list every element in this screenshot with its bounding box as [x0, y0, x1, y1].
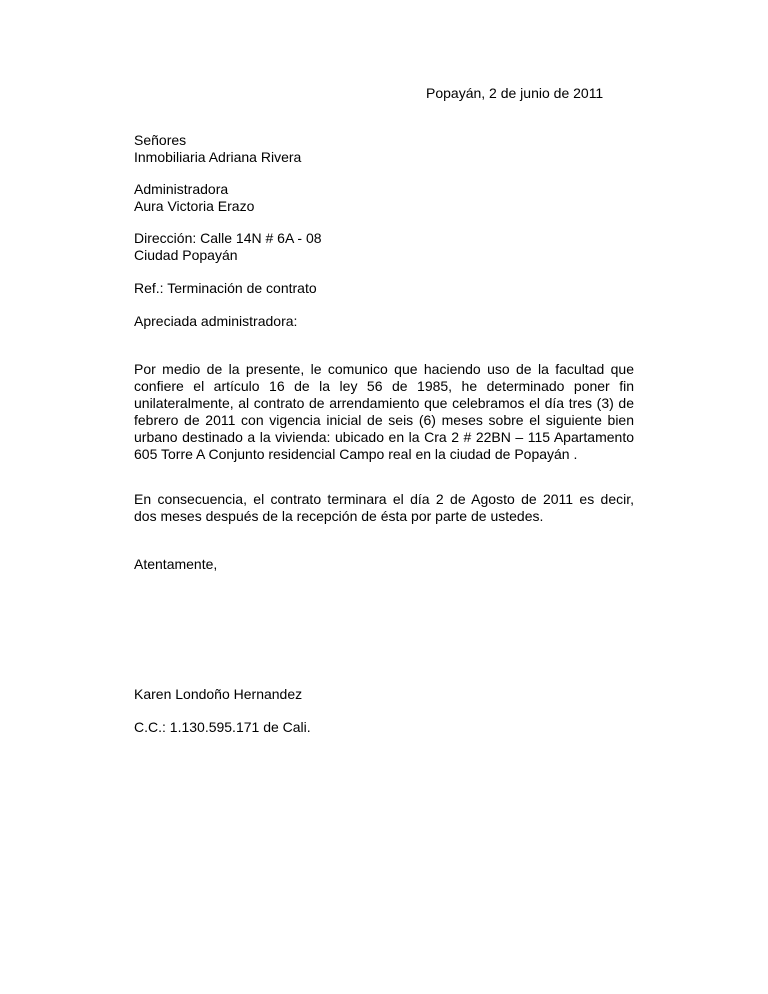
signer-name: Karen Londoño Hernandez — [134, 686, 303, 702]
recipient-line-2: Inmobiliaria Adriana Rivera — [134, 149, 302, 165]
paragraph-1-line: febrero de 2011 con vigencia inicial de seis (6) meses sobre el siguiente bien — [134, 412, 634, 428]
salutation-line: Apreciada administradora: — [134, 313, 298, 329]
administrator-name: Aura Victoria Erazo — [134, 198, 255, 214]
administrator-block — [134, 181, 254, 215]
address-block — [134, 230, 322, 264]
paragraph-2-line: dos meses después de la recepción de ésta por parte de ustedes. — [134, 508, 544, 524]
paragraph-1-line: confiere el artículo 16 de la ley 56 de 1985, he determinado poner fin — [134, 378, 634, 394]
reference-line: Ref.: Terminación de contrato — [134, 280, 317, 296]
paragraph-1-line: urbano destinado a la vivienda: ubicado en la Cra 2 # 22BN – 115 Apartamento — [134, 429, 634, 445]
paragraph-2-line: En consecuencia, el contrato terminara el día 2 de Agosto de 2011 es decir, — [134, 491, 634, 507]
paragraph-1-line: 605 Torre A Conjunto residencial Campo real en la ciudad de Popayán . — [134, 446, 578, 462]
recipient-line-1: Señores — [134, 132, 187, 148]
recipient-block — [134, 132, 301, 166]
salutation-block — [134, 313, 297, 330]
administrator-role: Administradora — [134, 181, 229, 197]
signer-id-block — [134, 719, 311, 736]
closing-block — [134, 556, 217, 573]
body-paragraph-1 — [134, 361, 634, 463]
address-line-1: Dirección: Calle 14N # 6A - 08 — [134, 230, 322, 246]
letter-date: Popayán, 2 de junio de 2011 — [426, 85, 604, 101]
body-paragraph-2 — [134, 491, 634, 525]
address-line-2: Ciudad Popayán — [134, 247, 238, 263]
paragraph-1-line: Por medio de la presente, le comunico que haciendo uso de la facultad que — [134, 361, 634, 377]
signer-id: C.C.: 1.130.595.171 de Cali. — [134, 719, 311, 735]
paragraph-1-line: unilateralmente, al contrato de arrendamiento que celebramos el día tres (3) de — [134, 395, 634, 411]
signer-name-block — [134, 686, 302, 703]
reference-block — [134, 280, 317, 297]
closing-line: Atentamente, — [134, 556, 218, 572]
